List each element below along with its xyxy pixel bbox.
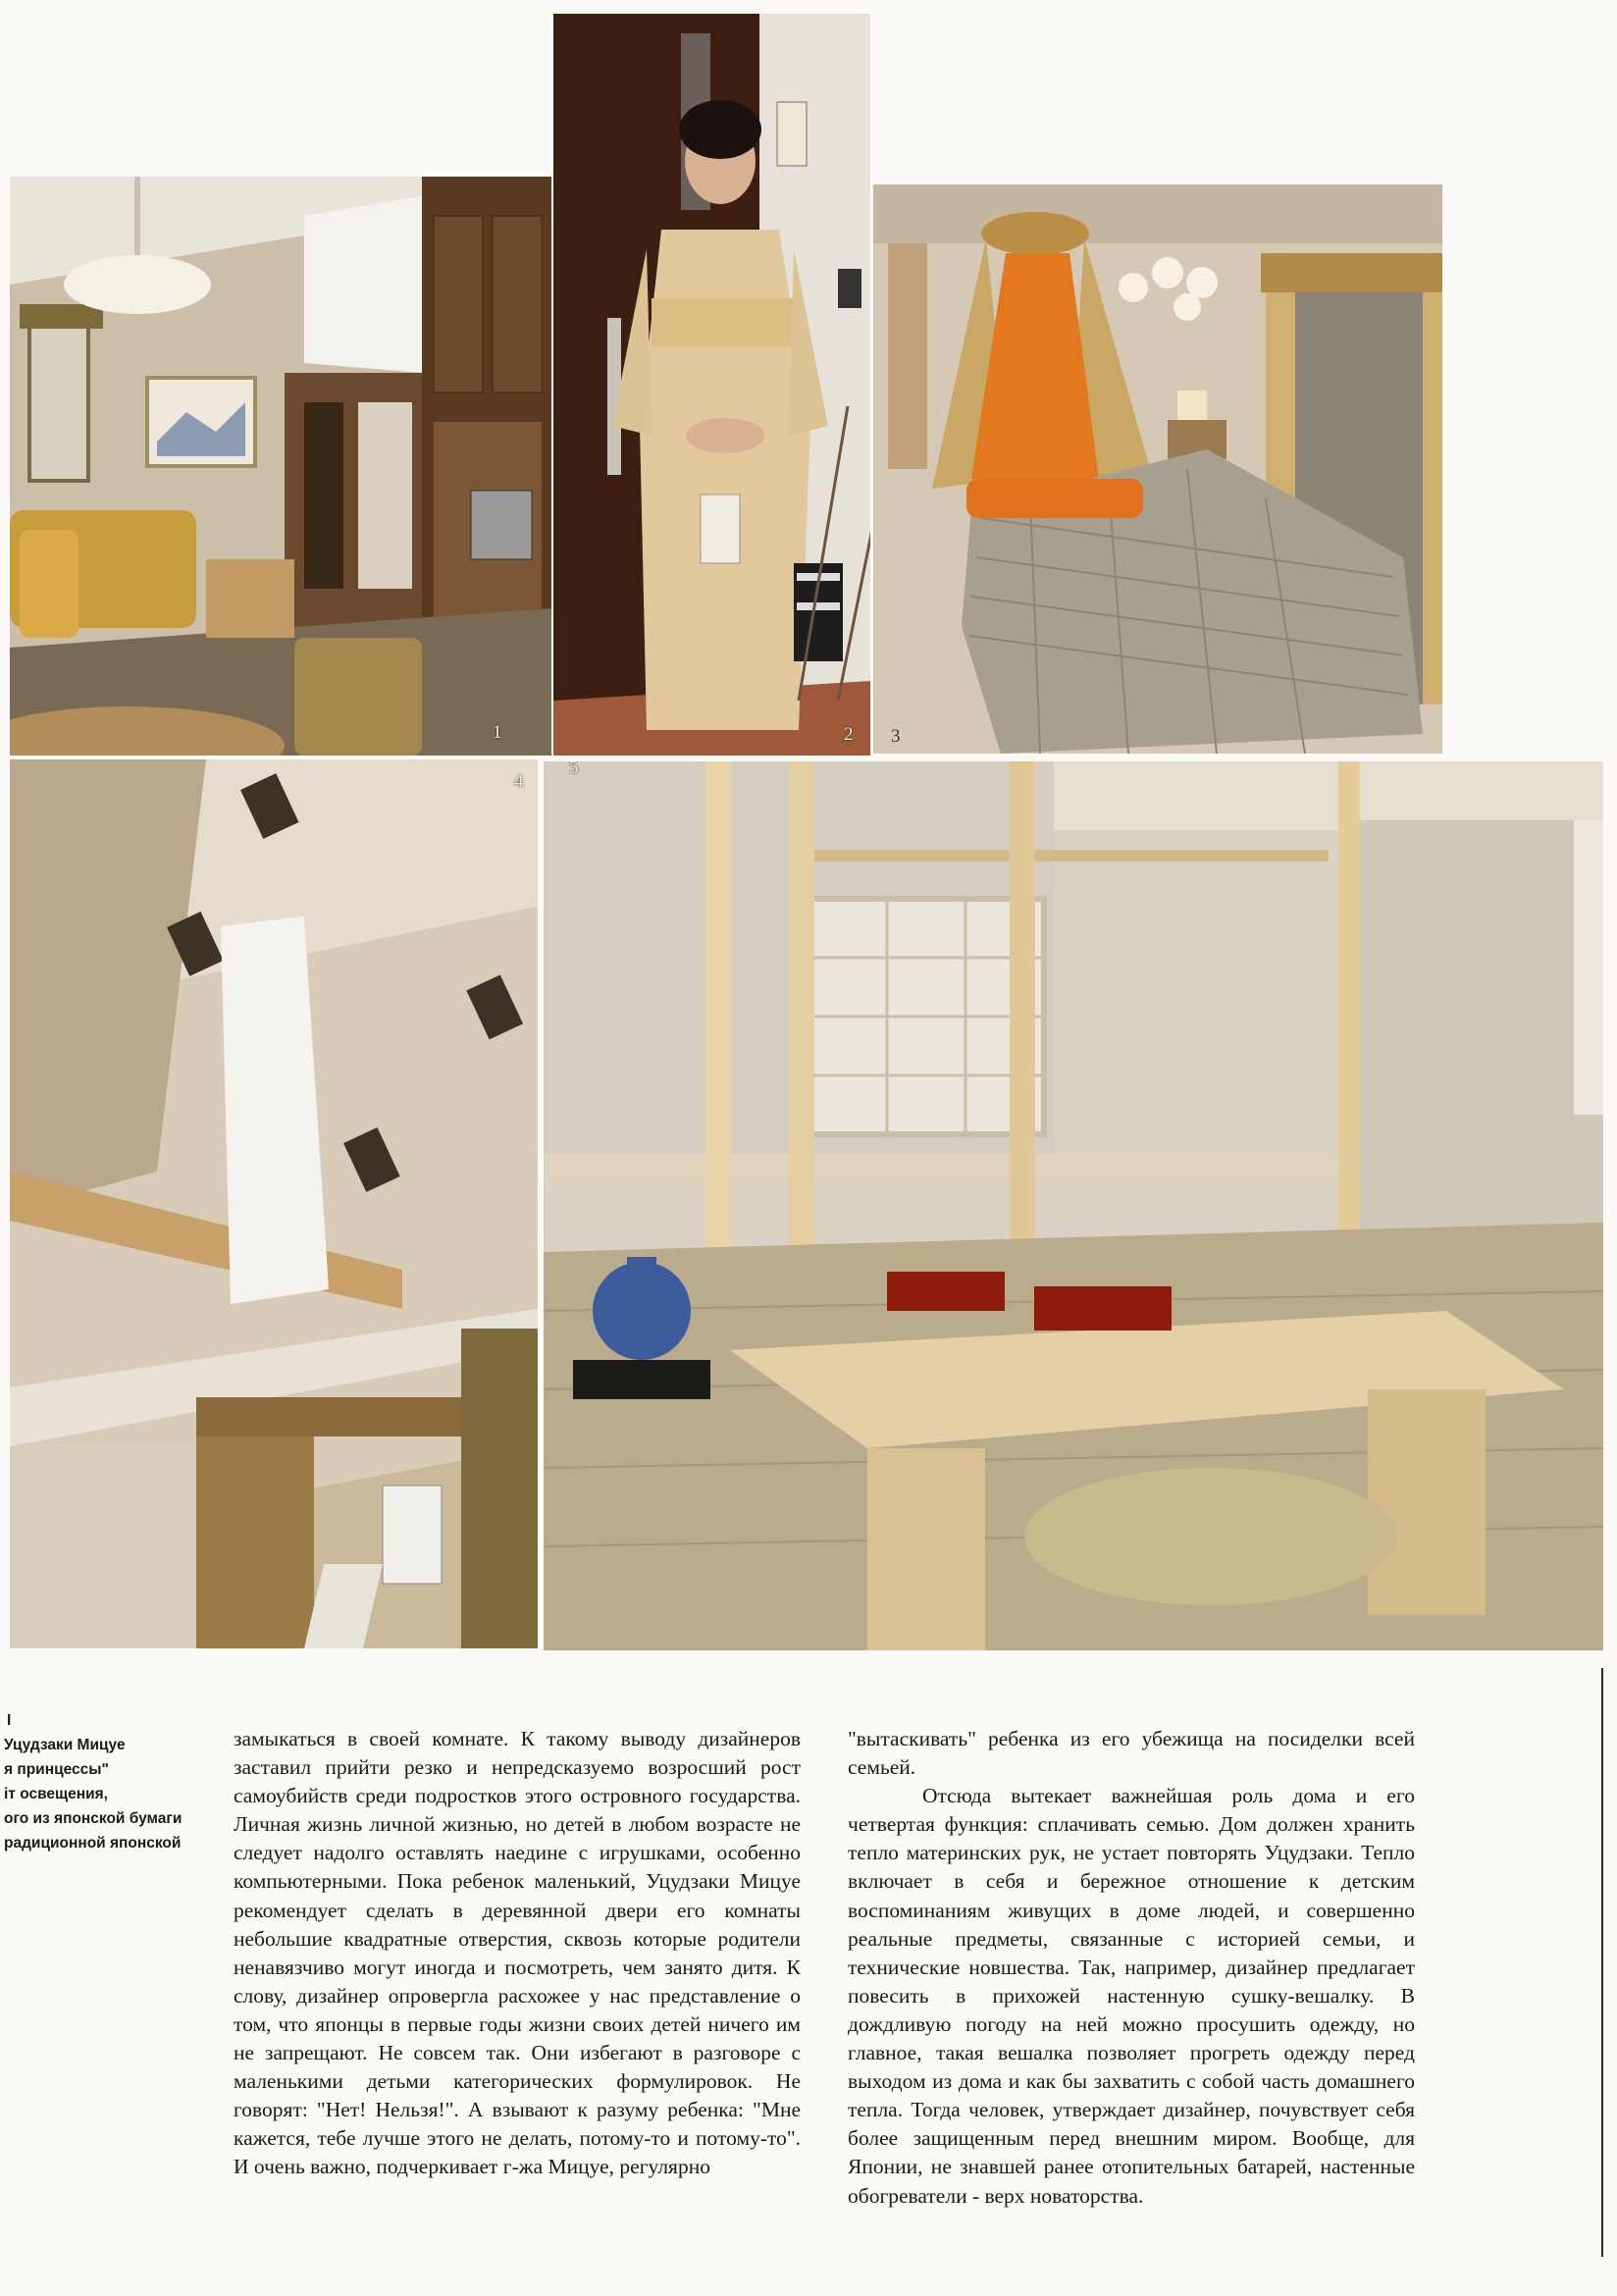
photo-tatami-room [544,761,1603,1650]
caption-line: радиционной японской [4,1835,182,1852]
photo-number-5: 5 [569,761,579,778]
page-edge-line [1601,1668,1603,2257]
caption-line: я принцессы" [4,1761,109,1778]
photo-number-2: 2 [844,724,854,745]
paragraph: Отсюда вытекает важнейшая роль дома и его четвертая функция: сплачивать семью. Дом должен хранить тепло материнских рук, не устает повторять Уцудзаки. Тепло включает в себя и бережное отношение к детским воспоминаниям живущих в доме людей, и совершенно реальные предметы, связанные с историей семьи, и технические новшества. Так, например, дизайнер предлагает повесить в прихожей настенную сушку-вешалку. В дождливую погоду на ней можно просушить одежду, но главное, такая вешалка позволяет прогреть одежду перед выходом из дома и как бы захватить с собой часть домашнего тепла. Тогда человек, утверждает дизайнер, почувствует себя более защищенным перед внешним миром. Вообще, для Японии, не знавшей ранее отопительных батарей, настенные обогреватели - верх новаторства. [848,1784,1415,2208]
paragraph: замыкаться в своей комнате. К такому выводу дизайнеров заставил прийти резко и непредсказуемо возросший рост самоубийств среди подростков этого островного государства. Личная жизнь личной жизнью, но детей в любом возрасте не следует надолго оставлять наедине с игрушками, особенно компьютерными. Пока ребенок маленький, Уцудзаки Мицуе рекомендует сделать в деревянной двери его комнаты небольшие квадратные отверстия, сквозь которые родители ненавязчиво могут иногда и посмотреть, чем занято дитя. К слову, дизайнер опровергла расхожее у нас представление о том, что японцы в первые годы жизни своих детей ничего им не запрещают. Не совсем так. Они избегают в разговоре с маленькими детьми категорических формулировок. Не говорят: "Нет! Нельзя!". А взывают к разуму ребенка: "Мне кажется, тебе лучше этого не делать, потому-то и потому-то". И очень важно, подчеркивает г-жа Мицуе, регулярно [234,1727,801,2179]
caption-line: іт освещения, [4,1786,108,1802]
photo-number-3: 3 [891,726,901,747]
photo-number-1: 1 [493,722,502,743]
photo-living-room [10,177,551,756]
caption-line: Уцудзаки Мицуе [4,1737,126,1753]
photo-stairwell [10,759,538,1648]
paragraph: "вытаскивать" ребенка из его убежища на посиделки всей семьей. [848,1727,1415,1780]
photo-portrait [553,14,870,756]
photo-number-4: 4 [514,771,524,792]
caption-line: I [7,1712,12,1729]
photo-captions [0,1709,216,1856]
article-column-1 [234,1725,801,2182]
caption-line: ого из японской бумаги [4,1810,183,1827]
article-column-2 [848,1725,1415,2211]
photo-bedroom [873,184,1442,754]
